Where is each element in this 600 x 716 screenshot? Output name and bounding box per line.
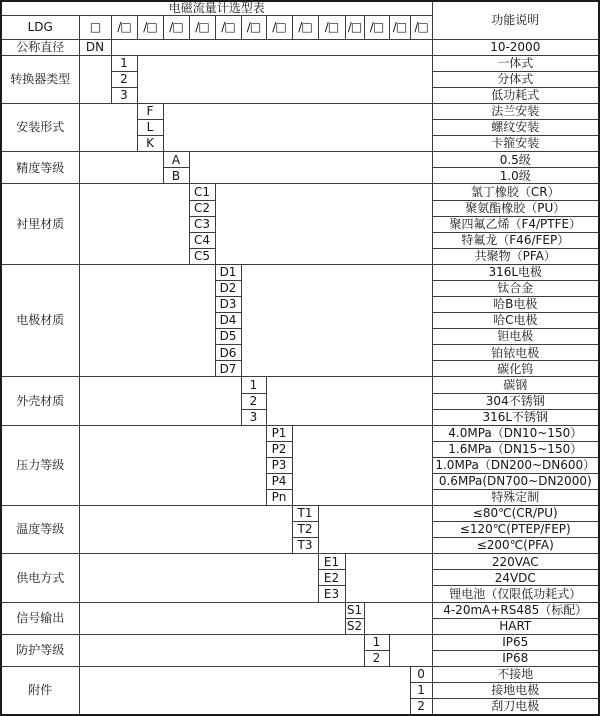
- code-cell: 0: [410, 666, 432, 682]
- desc-cell: ≤80℃(CR/PU): [432, 506, 599, 522]
- spacer-cell: [79, 602, 345, 634]
- code-cell: P2: [266, 441, 292, 457]
- code-cell: 3: [241, 409, 266, 425]
- spacer-cell: [79, 264, 215, 377]
- group-label-accuracy: 精度等级: [1, 152, 79, 184]
- spacer-cell: [241, 264, 432, 377]
- group-label-lining: 衬里材质: [1, 184, 79, 264]
- desc-cell: 哈C电极: [432, 313, 599, 329]
- spacer-cell: [292, 425, 432, 505]
- group-label-temperature: 温度等级: [1, 506, 79, 554]
- spacer-cell: [79, 554, 318, 602]
- spacer-cell: [111, 39, 432, 55]
- spacer-cell: [79, 55, 111, 103]
- desc-cell: 4-20mA+RS485（标配）: [432, 602, 599, 618]
- desc-cell: IP65: [432, 634, 599, 650]
- code-cell: F: [137, 104, 163, 120]
- code-cell: 2: [364, 650, 389, 666]
- code-cell: 1: [364, 634, 389, 650]
- desc-cell: 卡箍安装: [432, 136, 599, 152]
- model-prefix: LDG: [1, 15, 79, 39]
- desc-cell: 刮刀电极: [432, 698, 599, 715]
- code-cell: T1: [292, 506, 318, 522]
- code-cell: C3: [189, 216, 215, 232]
- function-column-header: 功能说明: [432, 1, 599, 39]
- table-title: 电磁流量计选型表: [1, 1, 432, 15]
- group-label-power: 供电方式: [1, 554, 79, 602]
- spacer-cell: [163, 104, 432, 152]
- group-label-installation: 安装形式: [1, 104, 79, 152]
- code-cell: C1: [189, 184, 215, 200]
- group-label-accessory: 附件: [1, 666, 79, 715]
- group-label-protection: 防护等级: [1, 634, 79, 666]
- desc-cell: 0.5级: [432, 152, 599, 168]
- code-cell: D2: [215, 280, 241, 296]
- group-label-converter-type: 转换器类型: [1, 55, 79, 103]
- spacer-cell: [137, 55, 432, 103]
- code-cell: T3: [292, 538, 318, 554]
- desc-cell: 碳化钨: [432, 361, 599, 377]
- spacer-cell: [189, 152, 432, 184]
- model-code-slot: /□: [163, 15, 189, 39]
- group-label-housing: 外壳材质: [1, 377, 79, 425]
- desc-cell: 316L电极: [432, 264, 599, 280]
- desc-cell: 特殊定制: [432, 489, 599, 505]
- code-cell: 2: [410, 698, 432, 715]
- desc-cell: IP68: [432, 650, 599, 666]
- code-cell: 2: [241, 393, 266, 409]
- desc-cell: 1.0级: [432, 168, 599, 184]
- spacer-cell: [79, 377, 241, 425]
- code-cell: 1: [410, 682, 432, 698]
- model-code-slot: /□: [364, 15, 389, 39]
- spacer-cell: [389, 634, 432, 666]
- model-code-slot: /□: [389, 15, 410, 39]
- desc-cell: 分体式: [432, 71, 599, 87]
- desc-cell: 钛合金: [432, 280, 599, 296]
- code-cell: C2: [189, 200, 215, 216]
- code-cell: D7: [215, 361, 241, 377]
- spacer-cell: [79, 104, 137, 152]
- code-cell: E2: [318, 570, 345, 586]
- spacer-cell: [79, 184, 189, 264]
- code-cell: 1: [111, 55, 137, 71]
- desc-cell: 220VAC: [432, 554, 599, 570]
- desc-cell: 低功耗式: [432, 88, 599, 104]
- spacer-cell: [345, 554, 432, 602]
- desc-cell: 不接地: [432, 666, 599, 682]
- code-cell: DN: [79, 39, 111, 55]
- code-cell: B: [163, 168, 189, 184]
- desc-cell: 聚四氟乙烯（F4/PTFE）: [432, 216, 599, 232]
- spacer-cell: [266, 377, 432, 425]
- desc-cell: 锂电池（仅限低功耗式）: [432, 586, 599, 602]
- code-cell: D5: [215, 329, 241, 345]
- desc-cell: 哈B电极: [432, 297, 599, 313]
- model-code-slot: /□: [292, 15, 318, 39]
- desc-cell: 304不锈钢: [432, 393, 599, 409]
- desc-cell: 特氟龙（F46/FEP）: [432, 232, 599, 248]
- model-code-box: □: [79, 15, 111, 39]
- group-label-signal: 信号输出: [1, 602, 79, 634]
- desc-cell: 1.0MPa（DN200~DN600）: [432, 457, 599, 473]
- spacer-cell: [215, 184, 432, 264]
- model-code-slot: /□: [241, 15, 266, 39]
- desc-cell: 螺纹安装: [432, 120, 599, 136]
- desc-cell: 316L不锈钢: [432, 409, 599, 425]
- code-cell: C5: [189, 248, 215, 264]
- code-cell: P3: [266, 457, 292, 473]
- desc-cell: 碳钢: [432, 377, 599, 393]
- code-cell: D6: [215, 345, 241, 361]
- model-code-slot: /□: [215, 15, 241, 39]
- model-code-slot: /□: [266, 15, 292, 39]
- desc-cell: ≤120℃(PTEP/FEP): [432, 522, 599, 538]
- code-cell: P1: [266, 425, 292, 441]
- code-cell: D1: [215, 264, 241, 280]
- desc-cell: 一体式: [432, 55, 599, 71]
- code-cell: T2: [292, 522, 318, 538]
- group-label-pressure: 压力等级: [1, 425, 79, 505]
- desc-cell: 1.6MPa（DN15~150）: [432, 441, 599, 457]
- model-code-slot: /□: [137, 15, 163, 39]
- code-cell: D4: [215, 313, 241, 329]
- group-label-electrode: 电极材质: [1, 264, 79, 377]
- spacer-cell: [318, 506, 432, 554]
- code-cell: E3: [318, 586, 345, 602]
- desc-cell: 氯丁橡胶（CR）: [432, 184, 599, 200]
- spacer-cell: [79, 152, 163, 184]
- spacer-cell: [79, 506, 292, 554]
- code-cell: A: [163, 152, 189, 168]
- desc-cell: 聚氨酯橡胶（PU）: [432, 200, 599, 216]
- code-cell: 2: [111, 71, 137, 87]
- desc-cell: 24VDC: [432, 570, 599, 586]
- spacer-cell: [79, 666, 410, 715]
- model-code-slot: /□: [189, 15, 215, 39]
- code-cell: P4: [266, 473, 292, 489]
- desc-cell: 共聚物（PFA）: [432, 248, 599, 264]
- code-cell: 3: [111, 88, 137, 104]
- desc-cell: 法兰安装: [432, 104, 599, 120]
- desc-cell: 接地电极: [432, 682, 599, 698]
- model-code-slot: /□: [111, 15, 137, 39]
- code-cell: K: [137, 136, 163, 152]
- spacer-cell: [364, 602, 432, 634]
- desc-cell: ≤200℃(PFA): [432, 538, 599, 554]
- code-cell: L: [137, 120, 163, 136]
- desc-cell: 钽电极: [432, 329, 599, 345]
- spacer-cell: [79, 634, 364, 666]
- code-cell: C4: [189, 232, 215, 248]
- code-cell: S1: [346, 602, 363, 617]
- desc-cell: 铂铱电极: [432, 345, 599, 361]
- model-code-slot: /□: [410, 15, 432, 39]
- model-code-slot: /□: [318, 15, 345, 39]
- code-cell: D3: [215, 297, 241, 313]
- group-label-diameter: 公称直径: [1, 39, 79, 55]
- desc-cell: HART: [432, 618, 599, 634]
- spacer-cell: [79, 425, 266, 505]
- code-cell: Pn: [266, 489, 292, 505]
- desc-cell: 10-2000: [432, 39, 599, 55]
- desc-cell: 4.0MPa（DN10~150）: [432, 425, 599, 441]
- code-cell: E1: [318, 554, 345, 570]
- code-cell: S2: [346, 618, 363, 633]
- model-code-slot: /□: [345, 15, 364, 39]
- code-cell: 1: [241, 377, 266, 393]
- desc-cell: 0.6MPa(DN700~DN2000): [432, 473, 599, 489]
